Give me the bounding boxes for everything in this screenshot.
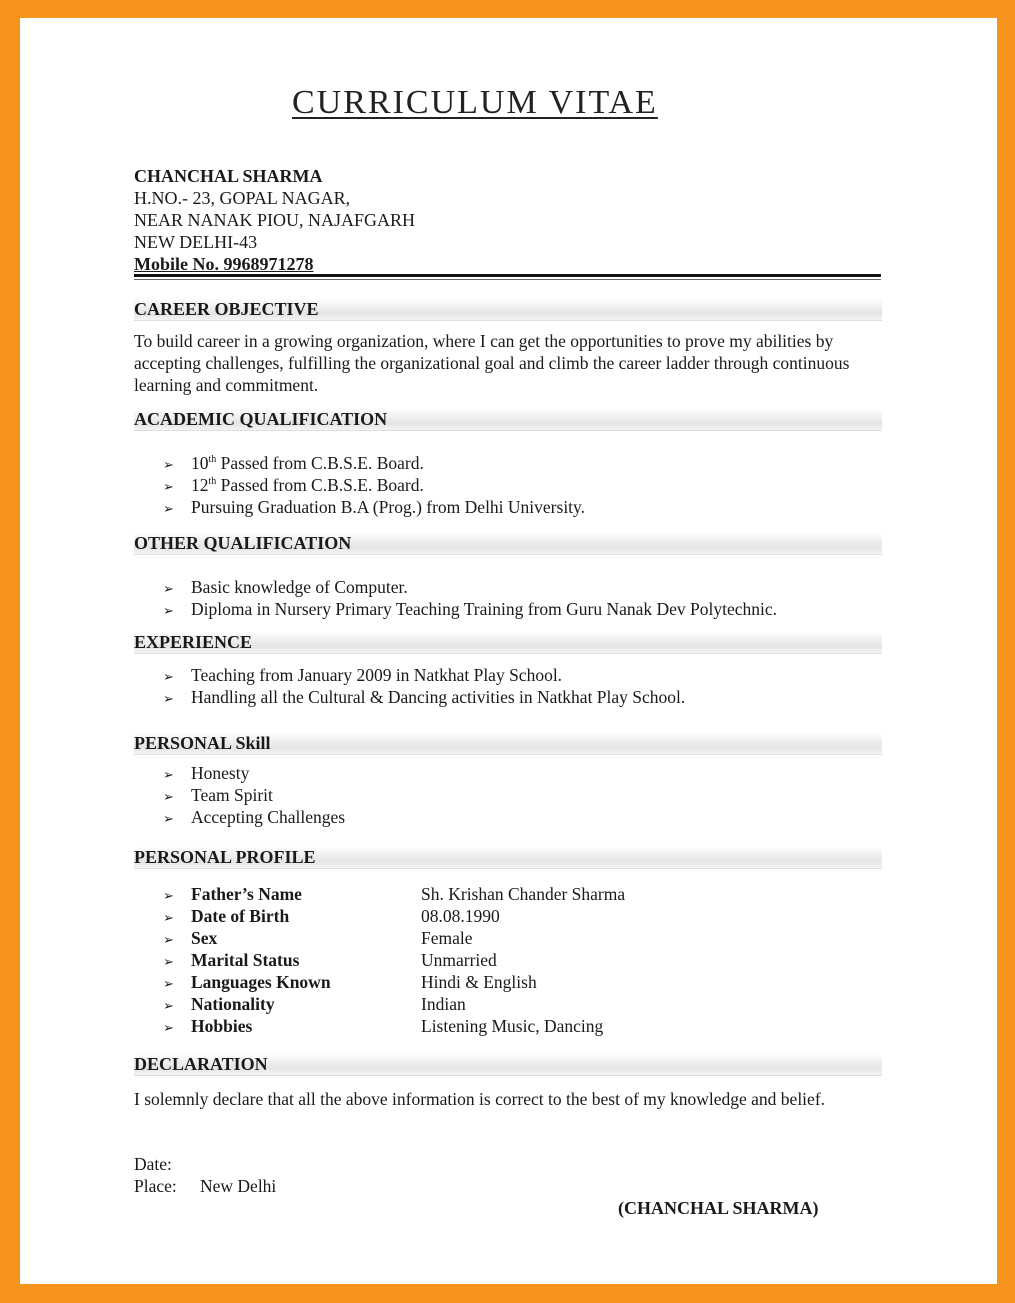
bullet-arrow-icon: ➢ xyxy=(163,582,174,597)
bullet-arrow-icon: ➢ xyxy=(163,911,174,926)
list-item-text: Basic knowledge of Computer. xyxy=(191,577,408,597)
section-career-objective xyxy=(134,298,882,321)
profile-label-text: Sex xyxy=(191,928,218,948)
bullet-arrow-icon: ➢ xyxy=(163,812,174,827)
profile-label xyxy=(163,1015,252,1040)
academic-text: Passed from C.B.S.E. Board. xyxy=(216,453,424,473)
list-item-text: Honesty xyxy=(191,763,250,783)
list-item-text: Handling all the Cultural & Dancing activities in Natkhat Play School. xyxy=(191,687,686,707)
bullet-arrow-icon: ➢ xyxy=(163,604,174,619)
profile-label-text: Nationality xyxy=(191,994,275,1014)
section-personal-profile xyxy=(134,846,882,869)
list-item xyxy=(163,686,685,711)
bullet-arrow-icon: ➢ xyxy=(163,977,174,992)
career-objective-text: To build career in a growing organization, where I can get the opportunities to prove my abilities by accepting challenges, fulfilling the organizational goal and climb the career ladder through continuous learning and commitment. xyxy=(134,331,850,395)
academic-sup: th xyxy=(208,476,217,488)
section-academic xyxy=(134,408,882,431)
profile-label-text: Languages Known xyxy=(191,972,331,992)
section-heading: ACADEMIC QUALIFICATION xyxy=(134,409,388,429)
bullet-arrow-icon: ➢ xyxy=(163,933,174,948)
profile-label-text: Date of Birth xyxy=(191,906,290,926)
mobile-number: 9968971278 xyxy=(223,254,314,274)
profile-value: Unmarried xyxy=(421,950,497,970)
bullet-arrow-icon: ➢ xyxy=(163,889,174,904)
place-label: Place: xyxy=(134,1176,177,1196)
candidate-name: CHANCHAL SHARMA xyxy=(134,166,323,186)
section-heading: CAREER OBJECTIVE xyxy=(134,299,319,319)
section-heading: DECLARATION xyxy=(134,1054,268,1074)
section-other-qualification xyxy=(134,532,882,555)
academic-num: 12 xyxy=(191,475,209,495)
section-heading: EXPERIENCE xyxy=(134,632,253,652)
section-declaration xyxy=(134,1053,882,1076)
bullet-arrow-icon: ➢ xyxy=(163,768,174,783)
bullet-arrow-icon: ➢ xyxy=(163,458,174,473)
profile-label-text: Hobbies xyxy=(191,1016,253,1036)
place-value: New Delhi xyxy=(200,1176,277,1196)
mobile-line xyxy=(134,254,314,275)
signature-name: (CHANCHAL SHARMA) xyxy=(618,1198,819,1218)
list-item xyxy=(163,598,777,623)
bullet-arrow-icon: ➢ xyxy=(163,480,174,495)
list-item-text: Diploma in Nursery Primary Teaching Training from Guru Nanak Dev Polytechnic. xyxy=(191,599,778,619)
list-item-text: Team Spirit xyxy=(191,785,273,805)
academic-text: Pursuing Graduation B.A (Prog.) from Delhi University. xyxy=(191,497,586,517)
header-divider xyxy=(134,274,881,277)
bullet-arrow-icon: ➢ xyxy=(163,1021,174,1036)
page-title: CURRICULUM VITAE xyxy=(292,84,658,121)
profile-value: Hindi & English xyxy=(421,972,537,992)
section-heading: OTHER QUALIFICATION xyxy=(134,533,352,553)
section-heading: PERSONAL PROFILE xyxy=(134,847,316,867)
declaration-text: I solemnly declare that all the above information is correct to the best of my knowledge and belief. xyxy=(134,1089,826,1109)
header-divider-thin xyxy=(134,279,881,280)
profile-value: Sh. Krishan Chander Sharma xyxy=(421,884,626,904)
academic-num: 10 xyxy=(191,453,209,473)
bullet-arrow-icon: ➢ xyxy=(163,999,174,1014)
profile-label-text: Father’s Name xyxy=(191,884,302,904)
mobile-label: Mobile No. xyxy=(134,254,219,274)
list-item-text: Teaching from January 2009 in Natkhat Play School. xyxy=(191,665,563,685)
list-item-text: Accepting Challenges xyxy=(191,807,346,827)
bullet-arrow-icon: ➢ xyxy=(163,955,174,970)
profile-value: Listening Music, Dancing xyxy=(421,1016,604,1036)
profile-value: 08.08.1990 xyxy=(421,906,500,926)
section-personal-skill xyxy=(134,732,882,755)
section-experience xyxy=(134,631,882,654)
profile-value: Indian xyxy=(421,994,466,1014)
bullet-arrow-icon: ➢ xyxy=(163,692,174,707)
date-label: Date: xyxy=(134,1154,172,1174)
list-item xyxy=(163,496,585,521)
profile-value: Female xyxy=(421,928,473,948)
address-line-2: NEAR NANAK PIOU, NAJAFGARH xyxy=(134,210,416,230)
list-item xyxy=(163,806,345,831)
address-line-1: H.NO.- 23, GOPAL NAGAR, xyxy=(134,188,351,208)
address-line-3: NEW DELHI-43 xyxy=(134,232,258,252)
academic-text: Passed from C.B.S.E. Board. xyxy=(216,475,424,495)
profile-label-text: Marital Status xyxy=(191,950,300,970)
academic-sup: th xyxy=(208,454,217,466)
bullet-arrow-icon: ➢ xyxy=(163,670,174,685)
section-heading: PERSONAL Skill xyxy=(134,733,271,753)
bullet-arrow-icon: ➢ xyxy=(163,502,174,517)
bullet-arrow-icon: ➢ xyxy=(163,790,174,805)
